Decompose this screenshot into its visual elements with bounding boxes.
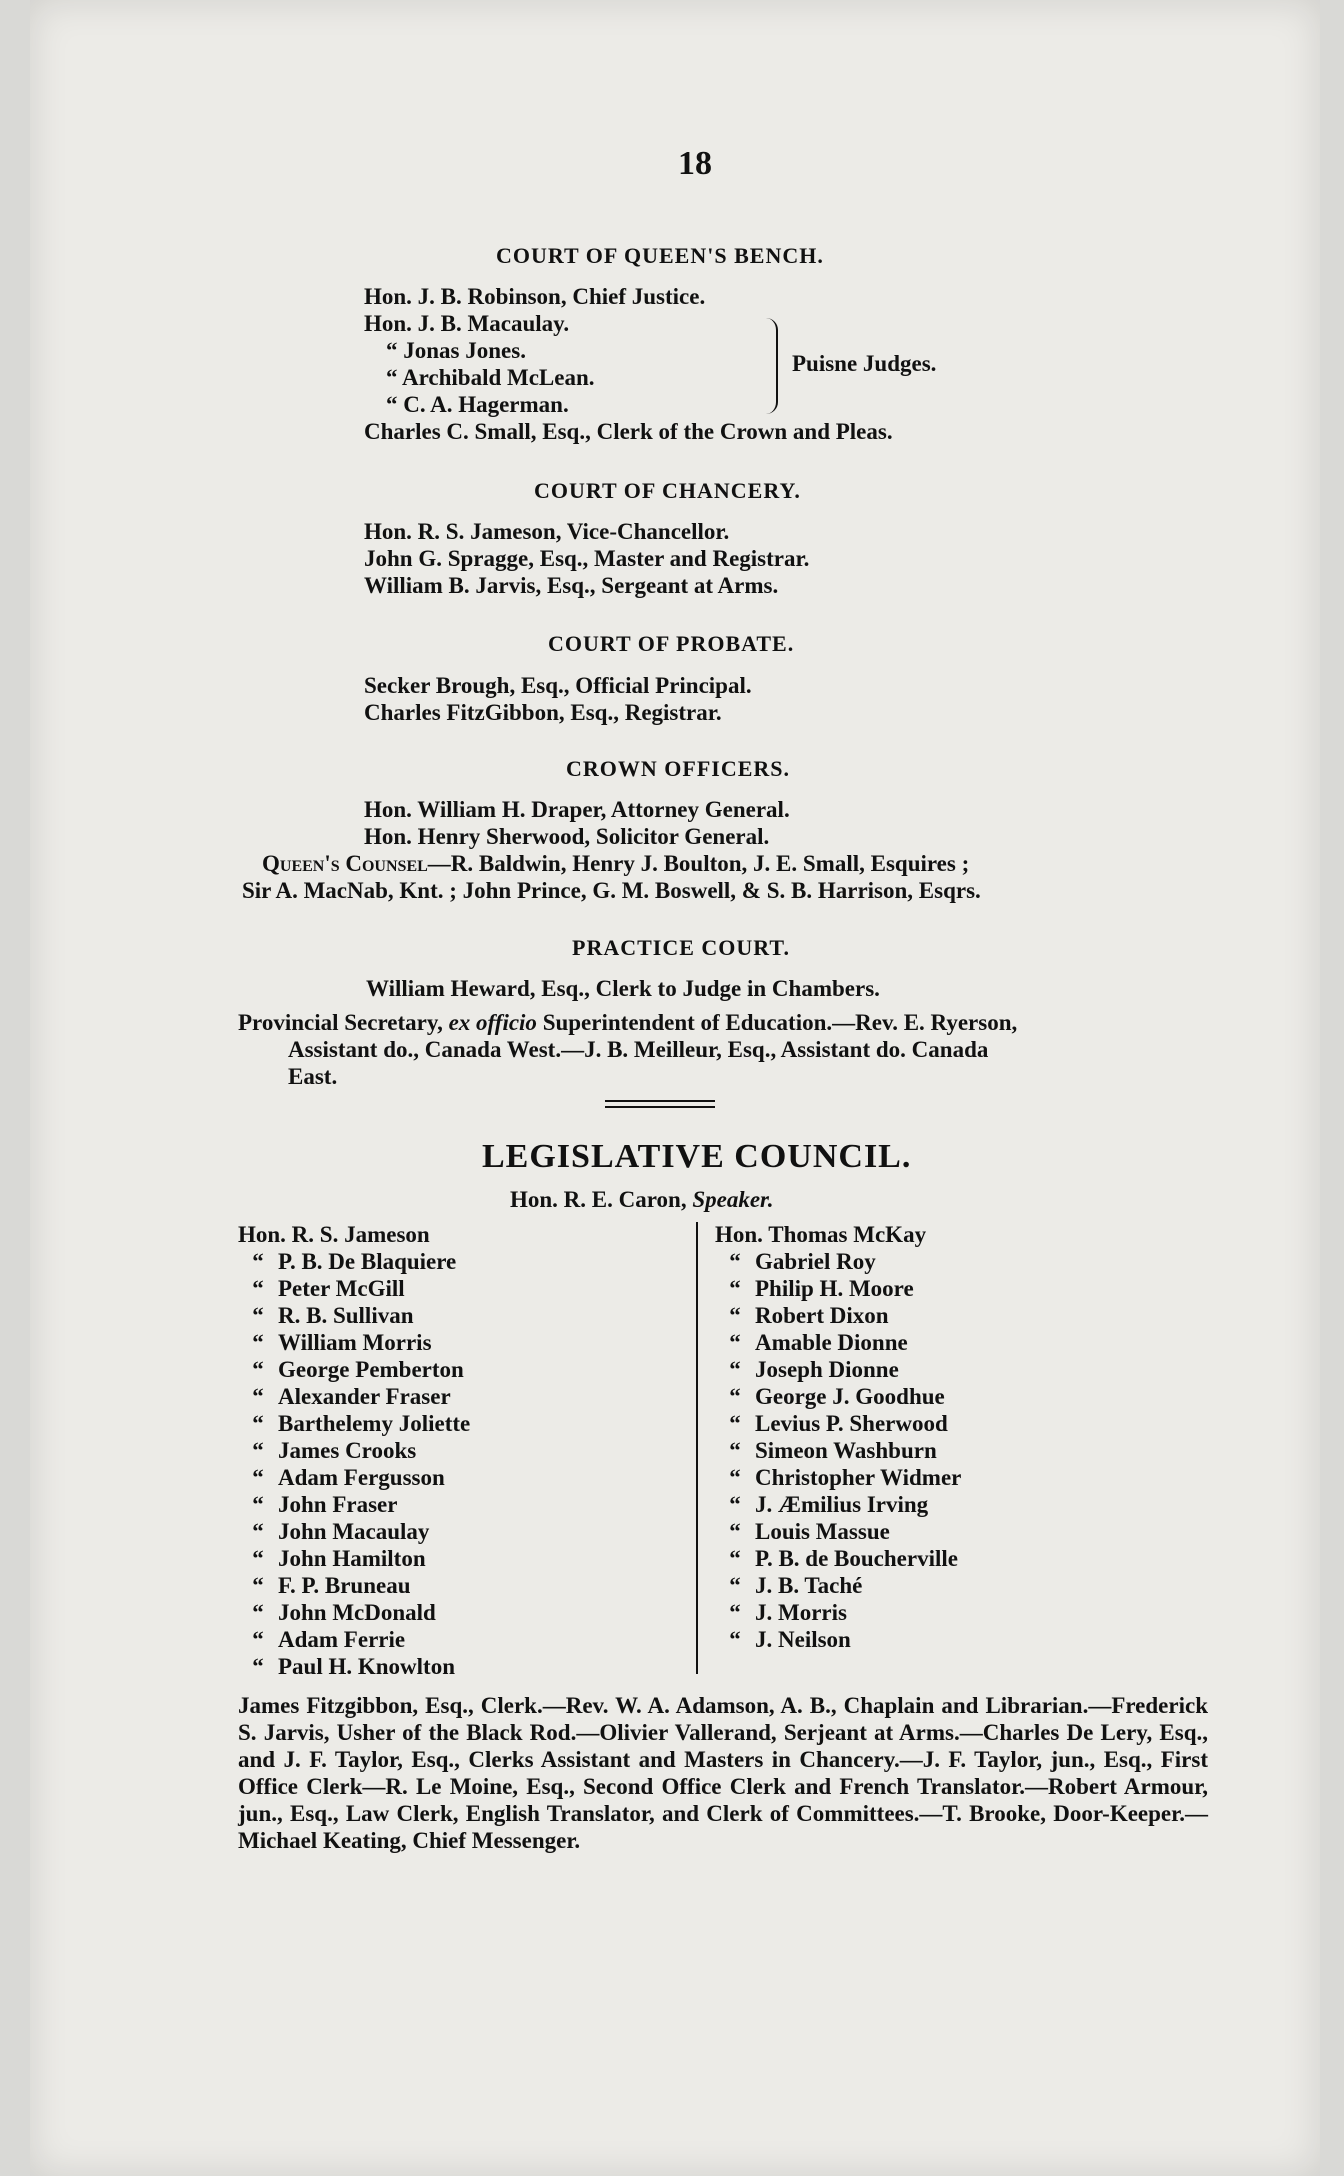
council-member [238, 1357, 470, 1384]
council-member [238, 1303, 470, 1330]
document-page [30, 0, 1320, 2176]
council-member [715, 1330, 961, 1357]
ditto-mark: “ [252, 1627, 264, 1652]
council-member [238, 1627, 470, 1654]
ditto-mark: “ [729, 1627, 741, 1652]
council-member-name: Simeon Washburn [755, 1438, 937, 1463]
council-member-name: John Fraser [278, 1492, 398, 1517]
council-member [715, 1546, 961, 1573]
ditto-mark: “ [729, 1357, 741, 1382]
council-heading: LEGISLATIVE COUNCIL. [482, 1138, 912, 1175]
council-member-name: John Macaulay [278, 1519, 430, 1544]
council-speaker [510, 1187, 773, 1213]
chancery-line: John G. Spragge, Esq., Master and Registrar. [364, 546, 810, 571]
council-member [238, 1654, 470, 1681]
council-member-name: Barthelemy Joliette [278, 1411, 471, 1436]
council-member-name: P. B. de Boucherville [755, 1546, 958, 1571]
divider-rule [605, 1106, 715, 1108]
council-member [715, 1357, 961, 1384]
provincial-line-1 [238, 1010, 1017, 1036]
queens-bench-line: “ Archibald McLean. [386, 365, 595, 390]
provincial-line-2: Assistant do., Canada West.—J. B. Meilleur, Esq., Assistant do. Canada [288, 1037, 989, 1062]
council-member-name: Joseph Dionne [755, 1357, 899, 1382]
ditto-mark: “ [252, 1357, 264, 1382]
provincial-line-3: East. [288, 1064, 338, 1089]
council-member-name: Adam Fergusson [278, 1465, 445, 1490]
ditto-mark: “ [252, 1276, 264, 1301]
column-divider [696, 1222, 698, 1674]
queens-counsel-line-2: Sir A. MacNab, Knt. ; John Prince, G. M. Boswell, & S. B. Harrison, Esqrs. [242, 878, 981, 903]
ditto-mark: “ [252, 1249, 264, 1274]
council-member-name: Christopher Widmer [755, 1465, 962, 1490]
council-member [715, 1627, 961, 1654]
ditto-mark: “ [729, 1276, 741, 1301]
council-member-name: John McDonald [278, 1600, 436, 1625]
crown-line: Hon. Henry Sherwood, Solicitor General. [364, 824, 770, 849]
council-member [238, 1492, 470, 1519]
council-member [238, 1438, 470, 1465]
chancery-line: Hon. R. S. Jameson, Vice-Chancellor. [364, 519, 730, 544]
council-member-name: Alexander Fraser [278, 1384, 451, 1409]
council-member [715, 1492, 961, 1519]
ditto-mark: “ [729, 1303, 741, 1328]
council-member: Hon. R. S. Jameson [238, 1222, 430, 1247]
council-member [238, 1276, 470, 1303]
ditto-mark: “ [252, 1330, 264, 1355]
council-member-name: Amable Dionne [755, 1330, 908, 1355]
council-member-name: John Hamilton [278, 1546, 426, 1571]
provincial-italic: ex officio [448, 1010, 537, 1035]
queens-bench-line: Hon. J. B. Robinson, Chief Justice. [364, 284, 706, 309]
ditto-mark: “ [729, 1411, 741, 1436]
council-member [715, 1519, 961, 1546]
council-member-name: George J. Goodhue [755, 1384, 945, 1409]
chancery-line: William B. Jarvis, Esq., Sergeant at Arms. [364, 573, 779, 598]
queens-bench-heading: COURT OF QUEEN'S BENCH. [496, 243, 824, 268]
council-right-column [715, 1222, 961, 1654]
ditto-mark: “ [729, 1384, 741, 1409]
queens-bench-line: Hon. J. B. Macaulay. [364, 311, 570, 336]
ditto-mark: “ [729, 1492, 741, 1517]
council-officers-paragraph [238, 1692, 1208, 1854]
ditto-mark: “ [252, 1654, 264, 1679]
council-member [715, 1276, 961, 1303]
puisne-judges-label: Puisne Judges. [792, 351, 937, 376]
practice-line: William Heward, Esq., Clerk to Judge in Chambers. [366, 976, 880, 1001]
crown-heading: CROWN OFFICERS. [566, 756, 791, 781]
council-member [238, 1546, 470, 1573]
council-member [238, 1330, 470, 1357]
ditto-mark: “ [252, 1465, 264, 1490]
ditto-mark: “ [252, 1492, 264, 1517]
council-left-column [238, 1222, 470, 1681]
ditto-mark: “ [729, 1249, 741, 1274]
council-member [715, 1438, 961, 1465]
council-member [238, 1600, 470, 1627]
ditto-mark: “ [729, 1519, 741, 1544]
council-member [715, 1303, 961, 1330]
queens-counsel-names: —R. Baldwin, Henry J. Boulton, J. E. Small, Esquires ; [427, 851, 970, 876]
probate-line: Secker Brough, Esq., Official Principal. [364, 673, 752, 698]
council-member [238, 1249, 470, 1276]
council-member-name: R. B. Sullivan [278, 1303, 414, 1328]
council-officers-text: James Fitzgibbon, Esq., Clerk.—Rev. W. A. Adamson, A. B., Chaplain and Librarian.—Frederick S. Jarvis, Usher of the Black Rod.—Olivier Vallerand, Serjeant at Arms.—Charles De Lery, Esq., and J. F. Taylor, Esq., Clerks Assistant and Masters in Chancery.—J. F. Taylor, jun., Esq., First Office Clerk—R. Le Moine, Esq., Second Office Clerk and French Translator.—Robert Armour, jun., Esq., Law Clerk, English Translator, and Clerk of Committees.—T. Brooke, Door-Keeper.—Michael Keating, Chief Messenger. [238, 1693, 1208, 1853]
ditto-mark: “ [252, 1438, 264, 1463]
queens-counsel-line [262, 851, 969, 877]
speaker-title: Speaker. [692, 1187, 774, 1212]
curly-brace [758, 318, 778, 414]
council-member [238, 1384, 470, 1411]
council-member [715, 1384, 961, 1411]
council-member-name: F. P. Bruneau [278, 1573, 411, 1598]
council-member [715, 1600, 961, 1627]
council-member-name: Robert Dixon [755, 1303, 889, 1328]
council-member [238, 1465, 470, 1492]
council-member [715, 1465, 961, 1492]
crown-line: Hon. William H. Draper, Attorney General. [364, 797, 790, 822]
council-member-name: Paul H. Knowlton [278, 1654, 456, 1679]
ditto-mark: “ [252, 1519, 264, 1544]
council-member-name: J. Neilson [755, 1627, 851, 1652]
council-member: Hon. Thomas McKay [715, 1222, 927, 1247]
queens-bench-line: “ C. A. Hagerman. [386, 392, 569, 417]
council-member [238, 1411, 470, 1438]
probate-line: Charles FitzGibbon, Esq., Registrar. [364, 700, 722, 725]
council-member-name: George Pemberton [278, 1357, 464, 1382]
council-member [715, 1411, 961, 1438]
council-member [238, 1519, 470, 1546]
council-member [715, 1249, 961, 1276]
council-member [238, 1573, 470, 1600]
divider-rule [605, 1100, 715, 1102]
council-member-name: James Crooks [278, 1438, 417, 1463]
council-member-name: J. Æmilius Irving [755, 1492, 929, 1517]
council-member-name: Adam Ferrie [278, 1627, 406, 1652]
council-member-name: J. Morris [755, 1600, 847, 1625]
probate-heading: COURT OF PROBATE. [548, 631, 795, 656]
provincial-text: Superintendent of Education.—Rev. E. Ryerson, [536, 1010, 1018, 1035]
ditto-mark: “ [729, 1330, 741, 1355]
queens-counsel-label: Queen's Counsel [262, 851, 428, 876]
chancery-heading: COURT OF CHANCERY. [534, 478, 801, 503]
council-member-name: P. B. De Blaquiere [278, 1249, 457, 1274]
ditto-mark: “ [252, 1303, 264, 1328]
ditto-mark: “ [729, 1465, 741, 1490]
page-number: 18 [678, 145, 712, 182]
queens-bench-clerk: Charles C. Small, Esq., Clerk of the Crown and Pleas. [364, 419, 893, 444]
council-member-name: Peter McGill [278, 1276, 405, 1301]
council-member-name: Gabriel Roy [755, 1249, 876, 1274]
ditto-mark: “ [729, 1600, 741, 1625]
ditto-mark: “ [729, 1573, 741, 1598]
ditto-mark: “ [729, 1546, 741, 1571]
ditto-mark: “ [729, 1438, 741, 1463]
practice-heading: PRACTICE COURT. [572, 935, 790, 960]
council-member-name: Philip H. Moore [755, 1276, 914, 1301]
council-member-name: J. B. Taché [755, 1573, 863, 1598]
ditto-mark: “ [252, 1546, 264, 1571]
council-member-name: Levius P. Sherwood [755, 1411, 948, 1436]
ditto-mark: “ [252, 1384, 264, 1409]
council-member-name: Louis Massue [755, 1519, 890, 1544]
ditto-mark: “ [252, 1600, 264, 1625]
ditto-mark: “ [252, 1573, 264, 1598]
speaker-name: Hon. R. E. Caron, [510, 1187, 693, 1212]
council-member-name: William Morris [278, 1330, 432, 1355]
ditto-mark: “ [252, 1411, 264, 1436]
council-member [715, 1573, 961, 1600]
provincial-text: Provincial Secretary, [238, 1010, 449, 1035]
queens-bench-line: “ Jonas Jones. [386, 338, 526, 363]
